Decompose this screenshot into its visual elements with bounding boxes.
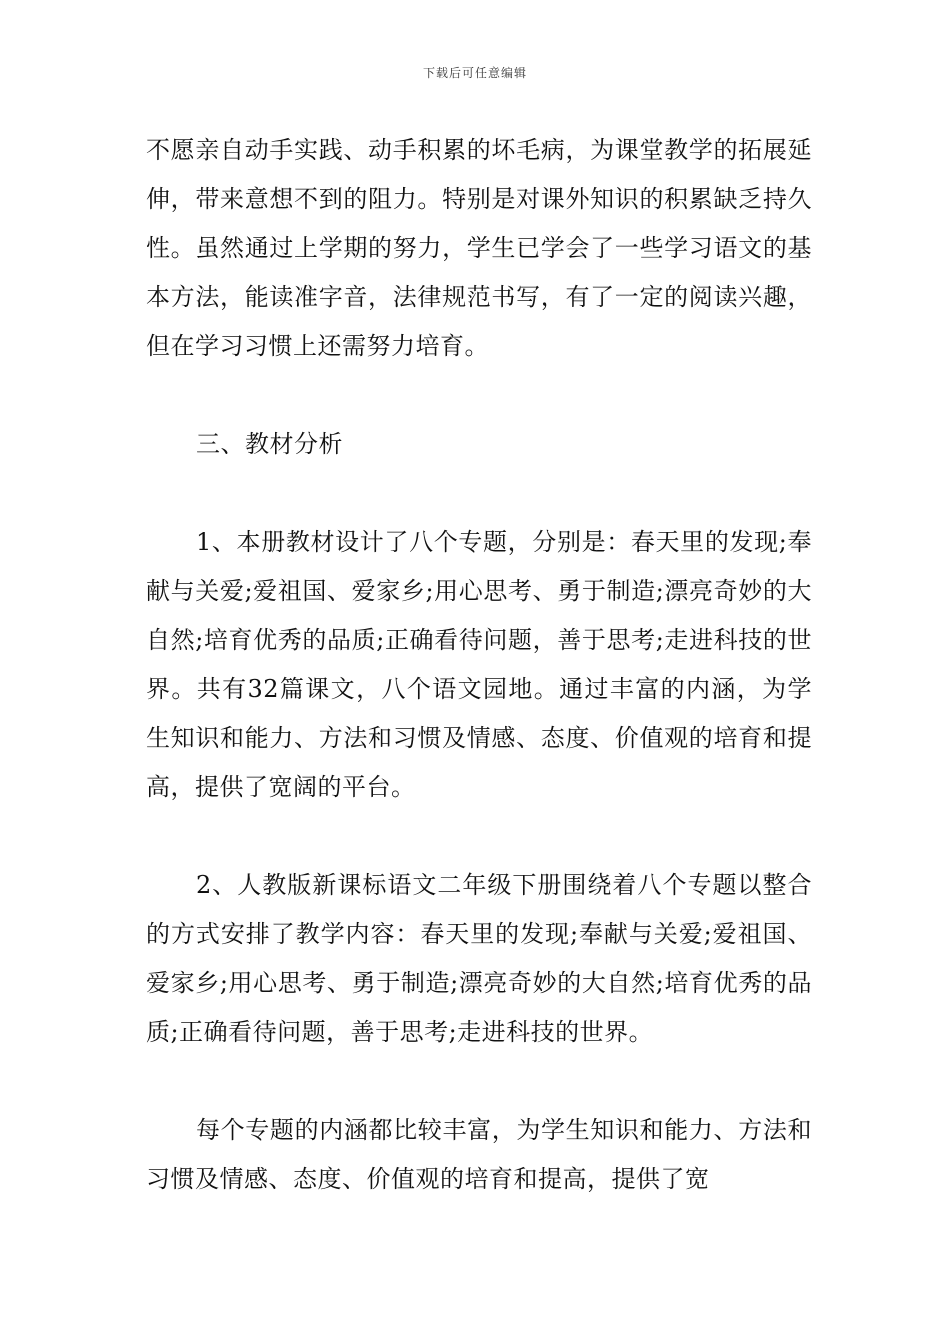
paragraph-continued: 不愿亲自动手实践、动手积累的坏毛病，为课堂教学的拓展延伸，带来意想不到的阻力。特别是对课外知识的积累缺乏持久性。虽然通过上学期的努力，学生已学会了一些学习语文的基本方法，能读准字音，法律规范书写，有了一定的阅读兴趣，但在学习习惯上还需努力培育。: [146, 136, 812, 360]
paragraph-item-2: 2、人教版新课标语文二年级下册围绕着八个专题以整合的方式安排了教学内容：春天里的发现;奉献与关爱;爱祖国、爱家乡;用心思考、勇于制造;漂亮奇妙的大自然;培育优秀的品质;正确看待问题，善于思考;走进科技的世界。: [146, 871, 812, 1046]
paragraph-item-1: 1、本册教材设计了八个专题，分别是：春天里的发现;奉献与关爱;爱祖国、爱家乡;用心思考、勇于制造;漂亮奇妙的大自然;培育优秀的品质;正确看待问题，善于思考;走进科技的世界。共有32篇课文，八个语文园地。通过丰富的内涵，为学生知识和能力、方法和习惯及情感、态度、价值观的培育和提高，提供了宽阔的平台。: [146, 528, 812, 801]
page-header-note: 下载后可任意编辑: [422, 66, 527, 80]
document-body: [146, 126, 812, 1204]
paragraph-topic-content: 每个专题的内涵都比较丰富，为学生知识和能力、方法和习惯及情感、态度、价值观的培育和提高，提供了宽: [146, 1116, 812, 1193]
section-heading-textbook-analysis: 三、教材分析: [196, 430, 343, 458]
